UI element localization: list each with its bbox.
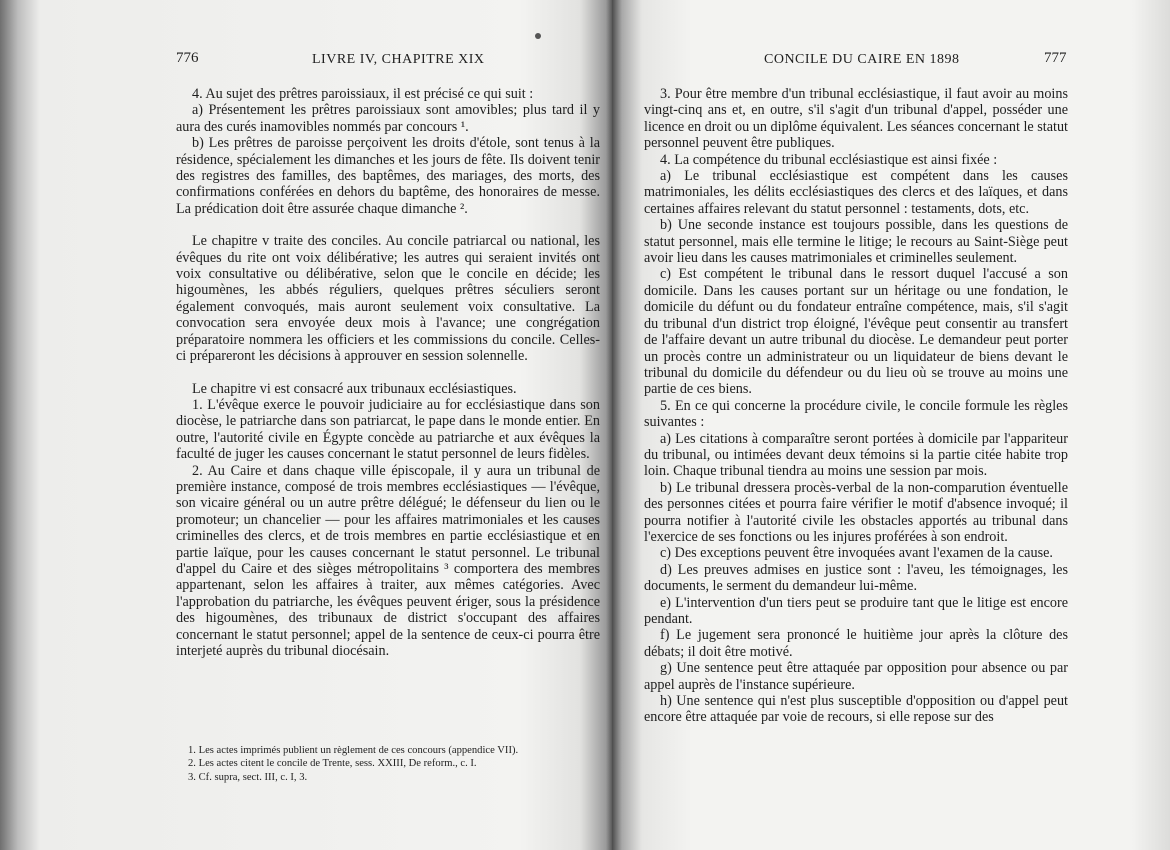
paragraph: a) Présentement les prêtres paroissiaux sont amovibles; plus tard il y aura des curés inamovibles nommés par concours ¹.	[176, 102, 600, 135]
paragraph: b) Une seconde instance est toujours possible, dans les questions de statut personnel, mais elle termine le litige; le recours au Saint-Siège peut avoir lieu dans les causes matrimoniales et criminelles seulement.	[644, 217, 1068, 267]
paragraph: 5. En ce qui concerne la procédure civile, le concile formule les règles suivantes :	[644, 397, 1068, 431]
paragraph: Le chapitre vi est consacré aux tribunaux ecclésiastiques.	[192, 380, 517, 397]
body-text	[176, 86, 600, 659]
paragraph: f) Le jugement sera prononcé le huitième jour après la clôture des débats; il doit être motivé.	[644, 627, 1068, 660]
paragraph: c) Des exceptions peuvent être invoquées avant l'examen de la cause.	[660, 545, 1053, 562]
paragraph: Le chapitre v traite des conciles. Au concile patriarcal ou national, les évêques du rite ont voix délibérative; les autres qui seraient invités ont voix consultative ou délibérative, selon que le concile en décide; les higoumènes, les abbés réguliers, quelques prêtres séculiers seront également convoqués, mais auront seulement voix consultative. La convocation sera envoyée deux mois à l'avance; une congrégation préparatoire nommera les officiers et les commissions du concile. Celles-ci prépareront les décisions à approuver en session solennelle.	[176, 233, 600, 365]
paragraph: 4. Au sujet des prêtres paroissiaux, il est précisé ce qui suit :	[192, 86, 534, 102]
footnote: 3. Cf. supra, sect. III, c. I, 3.	[188, 771, 308, 783]
ink-speck	[535, 33, 541, 39]
page-number: 777	[1044, 50, 1067, 66]
footnotes	[176, 744, 606, 784]
running-head: CONCILE DU CAIRE EN 1898	[764, 52, 960, 67]
footnote: 1. Les actes imprimés publient un règlement de ces concours (appendice VII).	[188, 745, 519, 756]
page-number: 776	[176, 50, 199, 66]
paragraph: d) Les preuves admises en justice sont : l'aveu, les témoignages, les documents, le serment du demandeur lui-même.	[644, 561, 1068, 595]
body-text	[644, 86, 1068, 726]
paragraph: 3. Pour être membre d'un tribunal ecclésiastique, il faut avoir au moins vingt-cinq ans et, en outre, s'il s'agit d'un tribunal d'appel, posséder une licence en droit ou un diplôme équivalent. Les séances concernant le statut personnel peuvent être publiques.	[644, 86, 1068, 152]
paragraph: b) Les prêtres de paroisse perçoivent les droits d'étole, sont tenus à la résidence, spécialement les dimanches et les jours de fête. Ils doivent tenir des registres des familles, des baptêmes, des mariages, des morts, des confirmations conférées en dehors du baptême, des honoraires de messe. La prédication doit être assurée chaque dimanche ².	[176, 135, 600, 217]
paragraph: e) L'intervention d'un tiers peut se produire tant que le litige est encore pendant.	[644, 594, 1068, 627]
paragraph: 1. L'évêque exerce le pouvoir judiciaire au for ecclésiastique dans son diocèse, le patriarche dans son patriarcat, le pape dans le monde entier. En outre, l'autorité civile en Égypte concède au patriarche et aux évêques la faculté de juger les causes concernant le statut personnel de leurs fidèles.	[176, 396, 600, 463]
paragraph: h) Une sentence qui n'est plus susceptible d'opposition ou d'appel peut encore être attaquée par voie de recours, si elle repose sur des	[644, 693, 1068, 726]
right-page	[612, 0, 1170, 850]
footnote: 2. Les actes citent le concile de Trente, sess. XXIII, De reform., c. I.	[188, 758, 477, 770]
running-head: LIVRE IV, CHAPITRE XIX	[312, 52, 485, 67]
paragraph: g) Une sentence peut être attaquée par opposition pour absence ou par appel auprès de l'instance supérieure.	[644, 660, 1068, 693]
paragraph: 2. Au Caire et dans chaque ville épiscopale, il y aura un tribunal de première instance, composé de trois membres ecclésiastiques — l'évêque, son vicaire général ou un autre prêtre délégué; le défenseur du lien ou le promoteur; un chancelier — pour les affaires matrimoniales et les causes criminelles des clercs, et de trois membres en partie ecclésiastique et en partie laïque, pour les causes concernant le statut personnel. Le tribunal d'appel du Caire et des sièges métropolitains ³ comportera des membres appartenant, selon les affaires à traiter, aux mêmes catégories. Avec l'approbation du patriarche, les évêques peuvent ériger, sous la présidence des higoumènes, des tribunaux de district s'occupant des affaires concernant le statut personnel; appel de la sentence de ceux-ci pourra être interjeté auprès du tribunal diocésain.	[176, 462, 600, 659]
paragraph: a) Les citations à comparaître seront portées à domicile par l'appariteur du tribunal, ou intimées devant deux témoins si la partie citée habite trop loin. Chaque tribunal tiendra au moins une session par mois.	[644, 430, 1068, 480]
paragraph: b) Le tribunal dressera procès-verbal de la non-comparution éventuelle des personnes citées et pourra faire vérifier le motif d'absence invoqué; il pourra notifier à l'autorité civile les obstacles apportés au tribunal dans l'exercice de ses fonctions ou les injures proférées à son endroit.	[644, 479, 1068, 545]
paragraph: 4. La compétence du tribunal ecclésiastique est ainsi fixée :	[660, 151, 998, 168]
paragraph: a) Le tribunal ecclésiastique est compétent dans les causes matrimoniales, les délits ecclésiastiques des clercs et des laïques, et dans certaines affaires relevant du statut personnel : testaments, dots, etc.	[644, 168, 1068, 217]
paragraph: c) Est compétent le tribunal dans le ressort duquel l'accusé a son domicile. Dans les causes portant sur un héritage ou une fondation, le domicile du défunt ou du fondateur entraîne compétence, mais, s'il s'agit du tribunal d'un district trop éloigné, l'évêque peut consentir au transfert de l'affaire devant un autre tribunal du diocèse. Le demandeur peut porter un procès contre un administrateur ou un liquidateur de biens devant le tribunal du domicile du défendeur ou du lieu où se trouve au moins une partie de ces biens.	[644, 266, 1068, 398]
